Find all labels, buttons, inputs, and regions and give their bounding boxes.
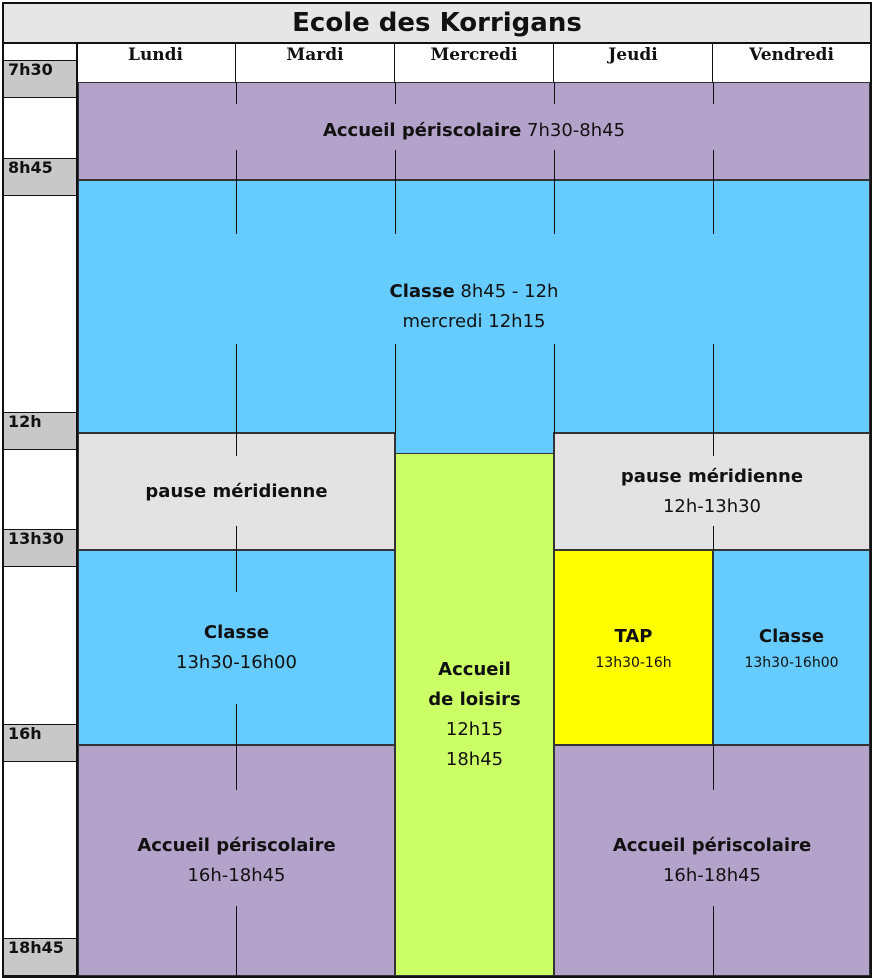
day-separator xyxy=(554,82,555,104)
time-label-0845: 8h45 xyxy=(4,158,76,196)
time-column xyxy=(4,44,78,976)
block-time-end: 18h45 xyxy=(445,748,504,770)
block-title: pause méridienne xyxy=(620,465,804,487)
block-accueil-periscolaire-soir-droite xyxy=(554,745,870,976)
day-separator xyxy=(236,82,237,104)
day-thursday: Jeudi xyxy=(553,44,712,82)
day-separator xyxy=(713,745,714,790)
day-separator xyxy=(713,82,714,104)
day-separator xyxy=(236,344,237,456)
block-accueil-de-loisirs xyxy=(395,453,554,976)
day-monday: Lundi xyxy=(127,45,184,65)
page-title: Ecole des Korrigans xyxy=(4,4,870,44)
block-title-2: de loisirs xyxy=(428,688,521,710)
day-separator xyxy=(713,150,714,234)
block-title: Accueil périscolaire xyxy=(612,834,812,856)
time-label-1200: 12h xyxy=(4,412,76,450)
day-tuesday: Mardi xyxy=(235,44,394,82)
day-separator xyxy=(236,150,237,234)
block-title: Accueil périscolaire xyxy=(322,120,522,141)
block-time: 8h45 - 12h xyxy=(454,280,559,302)
block-label xyxy=(390,277,559,307)
day-separator xyxy=(713,344,714,456)
day-friday: Vendredi xyxy=(712,44,870,82)
day-separator xyxy=(713,906,714,976)
block-label xyxy=(323,116,625,146)
day-separator xyxy=(395,82,396,104)
time-label-0730: 7h30 xyxy=(4,60,76,98)
day-separator xyxy=(236,906,237,976)
day-separator xyxy=(395,150,396,234)
block-title: Accueil xyxy=(438,658,511,680)
day-separator xyxy=(236,704,237,790)
day-header-row xyxy=(76,44,870,84)
day-separator xyxy=(395,344,396,434)
block-classe-apres-midi-droite xyxy=(713,550,870,745)
block-subline: 13h30-16h xyxy=(595,654,672,671)
day-separator xyxy=(554,150,555,234)
block-subline: 16h-18h45 xyxy=(662,864,762,886)
day-separator xyxy=(554,344,555,434)
block-title: Accueil périscolaire xyxy=(137,834,336,856)
block-title: TAP xyxy=(614,625,653,647)
timetable xyxy=(2,2,872,978)
block-title: Classe xyxy=(389,280,455,302)
time-label-1845: 18h45 xyxy=(4,938,76,976)
day-separator xyxy=(236,526,237,592)
block-accueil-periscolaire-matin xyxy=(78,82,870,180)
block-subline: 12h-13h30 xyxy=(662,495,762,517)
block-title: Classe xyxy=(203,621,270,643)
block-subline: 16h-18h45 xyxy=(187,864,286,886)
block-pause-meridienne-droite xyxy=(554,433,870,550)
block-subline: 13h30-16h00 xyxy=(744,654,839,671)
day-wednesday: Mercredi xyxy=(394,44,553,82)
block-classe-mercredi-extension xyxy=(395,432,554,454)
block-classe-matin xyxy=(78,180,870,433)
block-subline: mercredi 12h15 xyxy=(402,310,546,332)
block-title: pause méridienne xyxy=(145,480,328,502)
block-subline: 13h30-16h00 xyxy=(176,651,297,673)
block-time: 7h30-8h45 xyxy=(521,120,626,141)
time-label-1330: 13h30 xyxy=(4,529,76,567)
block-time-start: 12h15 xyxy=(445,718,504,740)
time-label-1600: 16h xyxy=(4,724,76,762)
day-separator xyxy=(713,526,714,550)
block-tap xyxy=(554,550,713,745)
block-title: Classe xyxy=(758,625,825,647)
